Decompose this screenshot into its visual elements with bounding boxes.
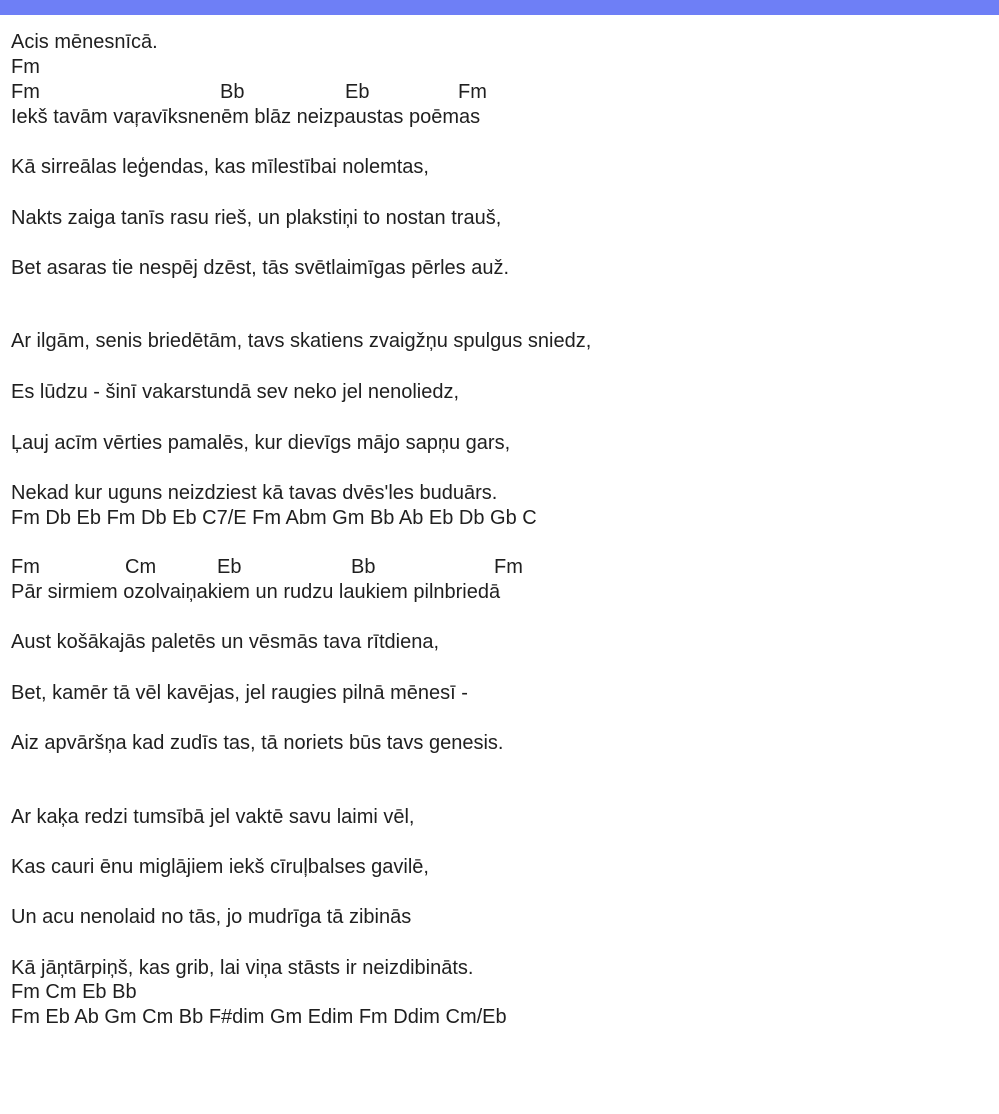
chord: Fm [11, 556, 40, 578]
verse1-chord-row [11, 80, 999, 104]
chord-progression: Fm Cm Eb Bb [11, 981, 137, 1003]
song-title: Acis mēnesnīcā. [11, 31, 158, 53]
chord: Bb [351, 556, 376, 578]
verse3-chord-row [11, 555, 999, 579]
lyric-line: Pār sirmiem ozolvaiņakiem un rudzu laukiem pilnbriedā [11, 581, 501, 603]
lyric-line: Ļauj acīm vērties pamalēs, kur dievīgs mājo sapņu gars, [11, 432, 511, 454]
chord-progression: Fm Db Eb Fm Db Eb C7/E Fm Abm Gm Bb Ab Eb Db Gb C [11, 507, 537, 529]
top-accent-bar [0, 0, 999, 15]
chord: Fm [458, 81, 487, 103]
lyric-line: Un acu nenolaid no tās, jo mudrīga tā zibinās [11, 906, 412, 928]
lyric-line: Bet asaras tie nespēj dzēst, tās svētlaimīgas pērles auž. [11, 257, 510, 279]
chord-progression: Fm Eb Ab Gm Cm Bb F#dim Gm Edim Fm Ddim Cm/Eb [11, 1006, 507, 1028]
chord: Eb [345, 81, 370, 103]
chord: Fm [494, 556, 523, 578]
lyric-line: Kā sirreālas leģendas, kas mīlestībai nolemtas, [11, 156, 429, 178]
lyric-line: Ar ilgām, senis briedētām, tavs skatiens zvaigžņu spulgus sniedz, [11, 330, 592, 352]
lyric-line: Iekš tavām vaŗavīksnenēm blāz neizpaustas poēmas [11, 106, 481, 128]
chord: Cm [125, 556, 157, 578]
lyric-line: Ar kaķa redzi tumsībā jel vaktē savu laimi vēl, [11, 806, 415, 828]
lyric-line: Kas cauri ēnu miglājiem iekš cīruļbalses gavilē, [11, 856, 429, 878]
lyric-line: Aiz apvāršņa kad zudīs tas, tā noriets būs tavs genesis. [11, 732, 504, 754]
lyric-line: Bet, kamēr tā vēl kavējas, jel raugies pilnā mēnesī - [11, 682, 468, 704]
chord: Fm [11, 81, 40, 103]
lyric-line: Nekad kur uguns neizdziest kā tavas dvēs'les buduārs. [11, 482, 498, 504]
lyric-line: Kā jāņtārpiņš, kas grib, lai viņa stāsts ir neizdibināts. [11, 957, 474, 979]
lyric-line: Nakts zaiga tanīs rasu rieš, un plakstiņi to nostan trauš, [11, 207, 502, 229]
intro-chord: Fm [11, 56, 40, 78]
chord: Eb [217, 556, 242, 578]
chord: Bb [220, 81, 245, 103]
lyric-line: Aust košākajās paletēs un vēsmās tava rītdiena, [11, 631, 440, 653]
lyric-line: Es lūdzu - šinī vakarstundā sev neko jel nenoliedz, [11, 381, 460, 403]
